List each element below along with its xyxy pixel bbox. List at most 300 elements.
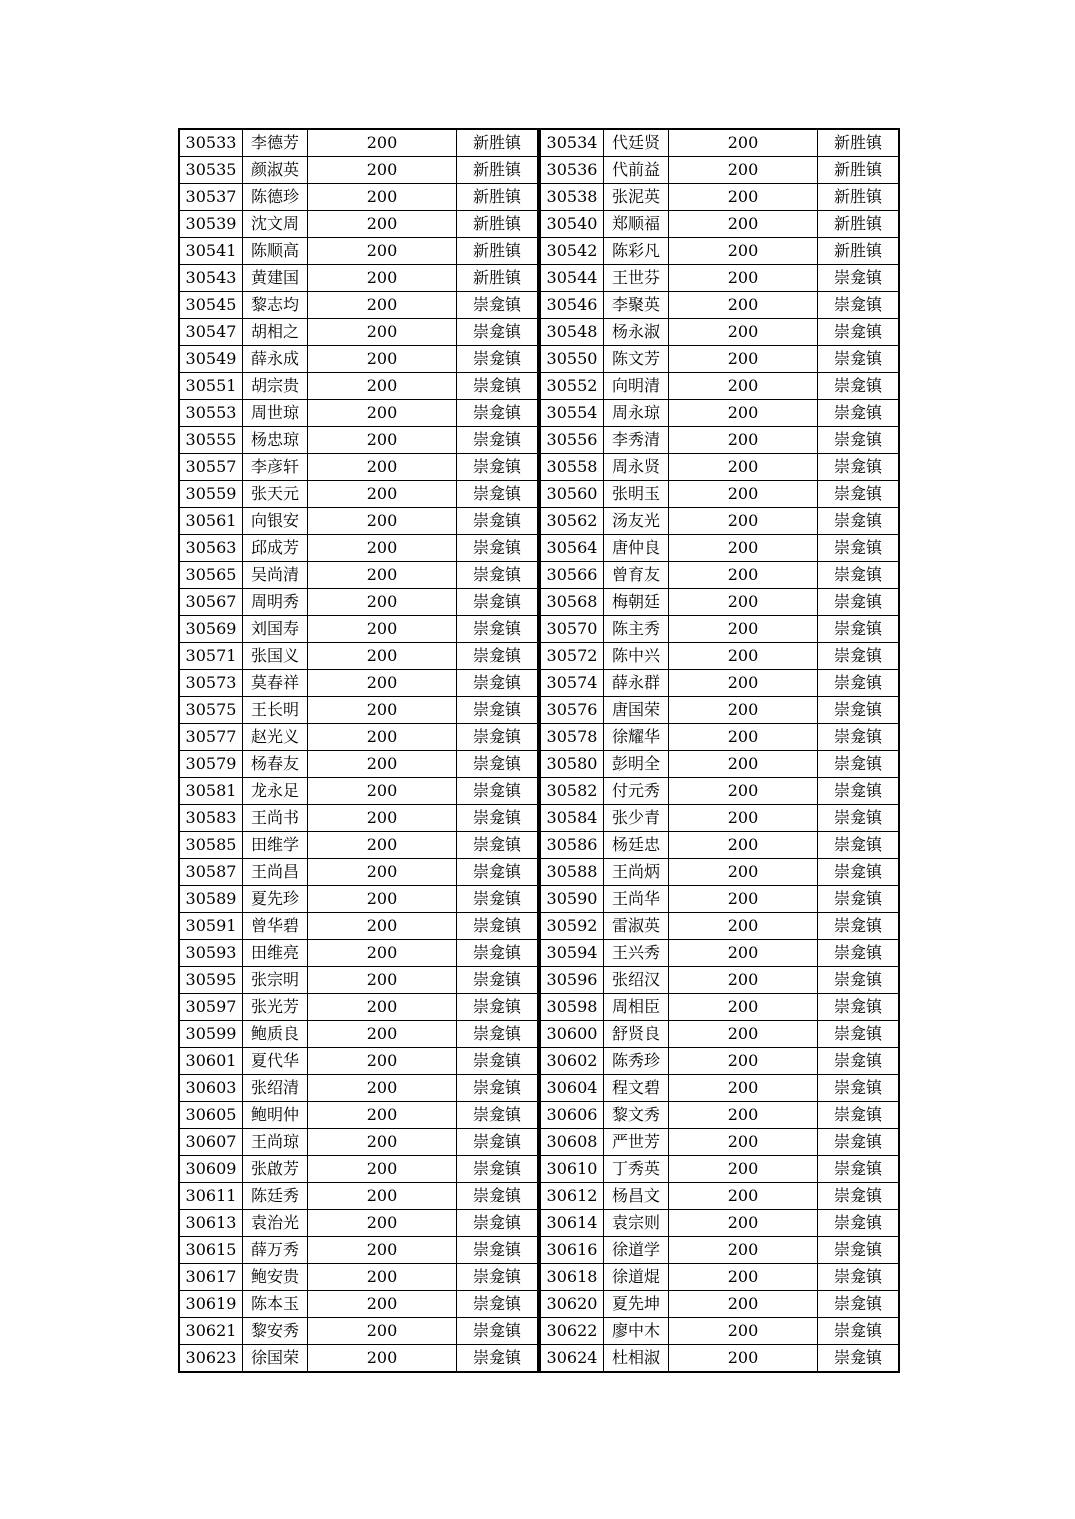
record-amount-left: 200	[308, 642, 456, 669]
record-id-right: 30584	[539, 804, 604, 831]
record-id-right: 30540	[539, 210, 604, 237]
record-town-right: 崇龛镇	[817, 966, 900, 993]
record-name-right: 陈中兴	[604, 642, 669, 669]
record-town-right: 崇龛镇	[817, 453, 900, 480]
record-amount-right: 200	[669, 237, 817, 264]
table-row	[178, 1317, 900, 1344]
table-row	[178, 858, 900, 885]
table-row	[178, 831, 900, 858]
record-name-left: 张宗明	[243, 966, 308, 993]
record-name-right: 彭明全	[604, 750, 669, 777]
record-id-left: 30585	[178, 831, 243, 858]
record-id-left: 30561	[178, 507, 243, 534]
record-name-left: 吴尚清	[243, 561, 308, 588]
record-town-right: 崇龛镇	[817, 1317, 900, 1344]
record-town-left: 崇龛镇	[456, 858, 539, 885]
record-town-right: 崇龛镇	[817, 1182, 900, 1209]
record-name-left: 向银安	[243, 507, 308, 534]
record-name-left: 龙永足	[243, 777, 308, 804]
record-id-left: 30569	[178, 615, 243, 642]
record-amount-right: 200	[669, 1209, 817, 1236]
record-name-left: 邱成芳	[243, 534, 308, 561]
record-amount-left: 200	[308, 777, 456, 804]
record-town-left: 崇龛镇	[456, 1020, 539, 1047]
record-amount-right: 200	[669, 723, 817, 750]
record-name-right: 周相臣	[604, 993, 669, 1020]
record-town-left: 崇龛镇	[456, 750, 539, 777]
record-amount-left: 200	[308, 183, 456, 210]
record-town-left: 崇龛镇	[456, 642, 539, 669]
record-town-left: 崇龛镇	[456, 777, 539, 804]
record-amount-left: 200	[308, 426, 456, 453]
record-town-right: 新胜镇	[817, 183, 900, 210]
record-name-left: 刘国寿	[243, 615, 308, 642]
record-name-left: 薛万秀	[243, 1236, 308, 1263]
record-id-left: 30609	[178, 1155, 243, 1182]
record-amount-left: 200	[308, 1236, 456, 1263]
record-town-right: 崇龛镇	[817, 642, 900, 669]
table-row	[178, 1182, 900, 1209]
record-id-left: 30545	[178, 291, 243, 318]
record-town-right: 崇龛镇	[817, 1290, 900, 1317]
record-name-right: 曾育友	[604, 561, 669, 588]
record-amount-right: 200	[669, 1020, 817, 1047]
record-town-left: 新胜镇	[456, 264, 539, 291]
record-name-right: 丁秀英	[604, 1155, 669, 1182]
record-town-right: 崇龛镇	[817, 1047, 900, 1074]
record-name-right: 郑顺福	[604, 210, 669, 237]
record-town-right: 崇龛镇	[817, 1128, 900, 1155]
record-name-right: 王兴秀	[604, 939, 669, 966]
table-row	[178, 480, 900, 507]
table-row	[178, 291, 900, 318]
record-town-right: 崇龛镇	[817, 1344, 900, 1373]
record-name-left: 陈顺高	[243, 237, 308, 264]
record-town-right: 崇龛镇	[817, 723, 900, 750]
record-name-left: 杨春友	[243, 750, 308, 777]
record-town-left: 崇龛镇	[456, 291, 539, 318]
record-id-right: 30564	[539, 534, 604, 561]
record-amount-left: 200	[308, 1209, 456, 1236]
record-town-right: 崇龛镇	[817, 939, 900, 966]
record-name-right: 汤友光	[604, 507, 669, 534]
table-row	[178, 507, 900, 534]
record-id-right: 30566	[539, 561, 604, 588]
record-id-left: 30593	[178, 939, 243, 966]
record-town-left: 新胜镇	[456, 128, 539, 156]
record-id-right: 30620	[539, 1290, 604, 1317]
record-amount-left: 200	[308, 615, 456, 642]
record-town-left: 崇龛镇	[456, 534, 539, 561]
record-amount-left: 200	[308, 534, 456, 561]
record-name-right: 代廷贤	[604, 128, 669, 156]
table-row	[178, 128, 900, 156]
record-name-right: 向明清	[604, 372, 669, 399]
record-name-left: 李德芳	[243, 128, 308, 156]
record-amount-right: 200	[669, 777, 817, 804]
record-id-right: 30536	[539, 156, 604, 183]
record-town-right: 崇龛镇	[817, 372, 900, 399]
record-id-left: 30591	[178, 912, 243, 939]
table-row	[178, 426, 900, 453]
table-row	[178, 399, 900, 426]
record-town-left: 崇龛镇	[456, 966, 539, 993]
record-amount-left: 200	[308, 669, 456, 696]
record-town-left: 崇龛镇	[456, 939, 539, 966]
record-id-left: 30579	[178, 750, 243, 777]
record-name-right: 陈彩凡	[604, 237, 669, 264]
record-town-left: 崇龛镇	[456, 399, 539, 426]
record-id-left: 30611	[178, 1182, 243, 1209]
record-amount-left: 200	[308, 1128, 456, 1155]
record-amount-right: 200	[669, 183, 817, 210]
record-town-left: 崇龛镇	[456, 318, 539, 345]
record-name-right: 陈文芳	[604, 345, 669, 372]
record-town-left: 崇龛镇	[456, 1182, 539, 1209]
record-name-left: 陈本玉	[243, 1290, 308, 1317]
record-amount-left: 200	[308, 1182, 456, 1209]
record-name-left: 薛永成	[243, 345, 308, 372]
record-id-left: 30601	[178, 1047, 243, 1074]
record-id-left: 30533	[178, 128, 243, 156]
record-name-right: 王尚华	[604, 885, 669, 912]
record-amount-left: 200	[308, 966, 456, 993]
record-town-left: 崇龛镇	[456, 615, 539, 642]
record-id-left: 30621	[178, 1317, 243, 1344]
table-row	[178, 696, 900, 723]
record-town-right: 崇龛镇	[817, 291, 900, 318]
record-name-left: 周世琼	[243, 399, 308, 426]
record-name-right: 廖中木	[604, 1317, 669, 1344]
record-amount-right: 200	[669, 1155, 817, 1182]
record-town-left: 新胜镇	[456, 156, 539, 183]
table-row	[178, 1074, 900, 1101]
record-amount-right: 200	[669, 1074, 817, 1101]
record-id-left: 30547	[178, 318, 243, 345]
record-id-right: 30550	[539, 345, 604, 372]
record-id-left: 30597	[178, 993, 243, 1020]
table-row	[178, 1128, 900, 1155]
record-name-left: 陈德珍	[243, 183, 308, 210]
record-town-right: 新胜镇	[817, 128, 900, 156]
record-id-right: 30600	[539, 1020, 604, 1047]
record-id-right: 30598	[539, 993, 604, 1020]
record-id-left: 30581	[178, 777, 243, 804]
record-name-right: 杨永淑	[604, 318, 669, 345]
record-town-left: 崇龛镇	[456, 1074, 539, 1101]
record-id-right: 30618	[539, 1263, 604, 1290]
record-amount-right: 200	[669, 912, 817, 939]
record-id-right: 30578	[539, 723, 604, 750]
record-id-left: 30587	[178, 858, 243, 885]
record-amount-right: 200	[669, 345, 817, 372]
record-amount-left: 200	[308, 750, 456, 777]
record-name-left: 袁治光	[243, 1209, 308, 1236]
record-town-right: 崇龛镇	[817, 318, 900, 345]
record-town-left: 崇龛镇	[456, 507, 539, 534]
record-id-left: 30583	[178, 804, 243, 831]
record-town-left: 崇龛镇	[456, 426, 539, 453]
record-id-right: 30568	[539, 588, 604, 615]
record-id-right: 30542	[539, 237, 604, 264]
record-name-left: 周明秀	[243, 588, 308, 615]
table-row	[178, 642, 900, 669]
record-town-right: 崇龛镇	[817, 480, 900, 507]
record-amount-right: 200	[669, 750, 817, 777]
record-id-right: 30538	[539, 183, 604, 210]
record-amount-left: 200	[308, 399, 456, 426]
record-name-right: 张明玉	[604, 480, 669, 507]
record-id-right: 30608	[539, 1128, 604, 1155]
record-id-left: 30567	[178, 588, 243, 615]
record-name-left: 黎安秀	[243, 1317, 308, 1344]
record-name-right: 王世芬	[604, 264, 669, 291]
record-name-left: 颜淑英	[243, 156, 308, 183]
record-id-left: 30541	[178, 237, 243, 264]
record-id-left: 30613	[178, 1209, 243, 1236]
record-id-left: 30535	[178, 156, 243, 183]
table-row	[178, 1209, 900, 1236]
record-name-left: 李彦轩	[243, 453, 308, 480]
record-id-left: 30573	[178, 669, 243, 696]
record-id-left: 30617	[178, 1263, 243, 1290]
record-amount-left: 200	[308, 291, 456, 318]
record-town-right: 崇龛镇	[817, 912, 900, 939]
record-name-right: 李秀清	[604, 426, 669, 453]
record-amount-right: 200	[669, 642, 817, 669]
record-amount-left: 200	[308, 912, 456, 939]
record-name-left: 张啟芳	[243, 1155, 308, 1182]
record-town-right: 崇龛镇	[817, 561, 900, 588]
record-town-left: 崇龛镇	[456, 588, 539, 615]
record-id-right: 30616	[539, 1236, 604, 1263]
record-id-right: 30622	[539, 1317, 604, 1344]
record-amount-right: 200	[669, 534, 817, 561]
record-amount-left: 200	[308, 804, 456, 831]
record-town-right: 崇龛镇	[817, 804, 900, 831]
record-amount-left: 200	[308, 1317, 456, 1344]
record-town-right: 崇龛镇	[817, 399, 900, 426]
table-row	[178, 264, 900, 291]
record-id-right: 30574	[539, 669, 604, 696]
record-town-right: 崇龛镇	[817, 426, 900, 453]
record-town-right: 崇龛镇	[817, 588, 900, 615]
table-row	[178, 1101, 900, 1128]
table-row	[178, 318, 900, 345]
record-amount-left: 200	[308, 128, 456, 156]
record-name-left: 夏代华	[243, 1047, 308, 1074]
record-town-left: 崇龛镇	[456, 453, 539, 480]
record-town-right: 崇龛镇	[817, 993, 900, 1020]
record-name-right: 周永贤	[604, 453, 669, 480]
record-town-right: 崇龛镇	[817, 831, 900, 858]
record-name-right: 李聚英	[604, 291, 669, 318]
record-amount-right: 200	[669, 318, 817, 345]
record-town-right: 崇龛镇	[817, 264, 900, 291]
record-town-right: 崇龛镇	[817, 1155, 900, 1182]
roster-table-body	[178, 128, 900, 1373]
table-row	[178, 966, 900, 993]
record-name-right: 薛永群	[604, 669, 669, 696]
record-id-left: 30565	[178, 561, 243, 588]
record-name-right: 陈主秀	[604, 615, 669, 642]
record-id-left: 30605	[178, 1101, 243, 1128]
record-name-left: 黎志均	[243, 291, 308, 318]
record-name-right: 袁宗则	[604, 1209, 669, 1236]
record-id-left: 30559	[178, 480, 243, 507]
record-town-left: 崇龛镇	[456, 1317, 539, 1344]
record-amount-right: 200	[669, 1344, 817, 1373]
record-id-right: 30552	[539, 372, 604, 399]
record-name-left: 王尚书	[243, 804, 308, 831]
record-amount-right: 200	[669, 426, 817, 453]
record-amount-right: 200	[669, 1101, 817, 1128]
record-id-right: 30610	[539, 1155, 604, 1182]
record-amount-right: 200	[669, 885, 817, 912]
record-amount-right: 200	[669, 291, 817, 318]
table-row	[178, 912, 900, 939]
record-amount-left: 200	[308, 561, 456, 588]
record-town-right: 崇龛镇	[817, 1101, 900, 1128]
record-name-right: 舒贤良	[604, 1020, 669, 1047]
record-id-right: 30604	[539, 1074, 604, 1101]
record-town-left: 崇龛镇	[456, 993, 539, 1020]
table-row	[178, 750, 900, 777]
record-town-left: 崇龛镇	[456, 723, 539, 750]
record-amount-left: 200	[308, 1263, 456, 1290]
record-name-right: 唐国荣	[604, 696, 669, 723]
record-amount-right: 200	[669, 831, 817, 858]
record-name-left: 鲍明仲	[243, 1101, 308, 1128]
table-row	[178, 1290, 900, 1317]
table-row	[178, 453, 900, 480]
record-id-left: 30549	[178, 345, 243, 372]
record-id-right: 30624	[539, 1344, 604, 1373]
record-name-right: 徐道学	[604, 1236, 669, 1263]
record-id-left: 30551	[178, 372, 243, 399]
record-amount-left: 200	[308, 237, 456, 264]
record-name-left: 田维亮	[243, 939, 308, 966]
record-amount-left: 200	[308, 993, 456, 1020]
table-row	[178, 1236, 900, 1263]
record-amount-right: 200	[669, 1128, 817, 1155]
record-town-left: 崇龛镇	[456, 696, 539, 723]
record-name-left: 张国义	[243, 642, 308, 669]
record-id-right: 30556	[539, 426, 604, 453]
table-row	[178, 183, 900, 210]
record-name-left: 陈廷秀	[243, 1182, 308, 1209]
record-amount-right: 200	[669, 561, 817, 588]
record-id-right: 30588	[539, 858, 604, 885]
table-row	[178, 345, 900, 372]
table-row	[178, 939, 900, 966]
record-name-right: 夏先坤	[604, 1290, 669, 1317]
record-amount-right: 200	[669, 507, 817, 534]
record-id-right: 30612	[539, 1182, 604, 1209]
table-row	[178, 1155, 900, 1182]
record-amount-left: 200	[308, 885, 456, 912]
record-name-right: 张少青	[604, 804, 669, 831]
record-town-left: 崇龛镇	[456, 669, 539, 696]
record-town-right: 崇龛镇	[817, 345, 900, 372]
record-amount-left: 200	[308, 1290, 456, 1317]
record-id-left: 30577	[178, 723, 243, 750]
record-name-right: 梅朝廷	[604, 588, 669, 615]
record-amount-right: 200	[669, 1182, 817, 1209]
record-town-left: 崇龛镇	[456, 1047, 539, 1074]
record-name-left: 鲍质良	[243, 1020, 308, 1047]
record-id-right: 30580	[539, 750, 604, 777]
record-name-right: 付元秀	[604, 777, 669, 804]
table-row	[178, 615, 900, 642]
table-row	[178, 993, 900, 1020]
record-town-right: 崇龛镇	[817, 669, 900, 696]
record-town-left: 崇龛镇	[456, 912, 539, 939]
record-amount-right: 200	[669, 966, 817, 993]
record-town-right: 崇龛镇	[817, 1236, 900, 1263]
record-amount-right: 200	[669, 858, 817, 885]
record-town-left: 新胜镇	[456, 210, 539, 237]
table-row	[178, 723, 900, 750]
table-row	[178, 1020, 900, 1047]
record-name-right: 张泥英	[604, 183, 669, 210]
roster-table	[178, 128, 900, 1373]
record-town-left: 崇龛镇	[456, 561, 539, 588]
record-town-left: 新胜镇	[456, 183, 539, 210]
record-name-right: 杜相淑	[604, 1344, 669, 1373]
record-amount-right: 200	[669, 1317, 817, 1344]
record-name-right: 王尚炳	[604, 858, 669, 885]
record-amount-right: 200	[669, 210, 817, 237]
record-name-right: 程文碧	[604, 1074, 669, 1101]
record-town-right: 崇龛镇	[817, 885, 900, 912]
record-amount-left: 200	[308, 1101, 456, 1128]
record-town-right: 崇龛镇	[817, 1209, 900, 1236]
record-name-left: 王尚昌	[243, 858, 308, 885]
record-town-right: 崇龛镇	[817, 858, 900, 885]
record-id-right: 30586	[539, 831, 604, 858]
record-name-left: 赵光义	[243, 723, 308, 750]
record-id-right: 30558	[539, 453, 604, 480]
table-row	[178, 885, 900, 912]
record-amount-left: 200	[308, 345, 456, 372]
record-amount-left: 200	[308, 858, 456, 885]
record-id-right: 30548	[539, 318, 604, 345]
record-amount-right: 200	[669, 1047, 817, 1074]
table-row	[178, 588, 900, 615]
record-name-left: 莫春祥	[243, 669, 308, 696]
table-row	[178, 210, 900, 237]
record-name-left: 沈文周	[243, 210, 308, 237]
record-amount-right: 200	[669, 669, 817, 696]
record-amount-left: 200	[308, 480, 456, 507]
table-row	[178, 1047, 900, 1074]
record-id-right: 30572	[539, 642, 604, 669]
record-amount-left: 200	[308, 318, 456, 345]
record-id-right: 30606	[539, 1101, 604, 1128]
record-id-left: 30563	[178, 534, 243, 561]
record-amount-right: 200	[669, 264, 817, 291]
record-id-right: 30614	[539, 1209, 604, 1236]
table-row	[178, 1263, 900, 1290]
record-id-left: 30599	[178, 1020, 243, 1047]
record-name-left: 黄建国	[243, 264, 308, 291]
record-amount-left: 200	[308, 1020, 456, 1047]
record-name-left: 张光芳	[243, 993, 308, 1020]
record-town-right: 崇龛镇	[817, 696, 900, 723]
record-town-left: 崇龛镇	[456, 1209, 539, 1236]
record-amount-right: 200	[669, 939, 817, 966]
